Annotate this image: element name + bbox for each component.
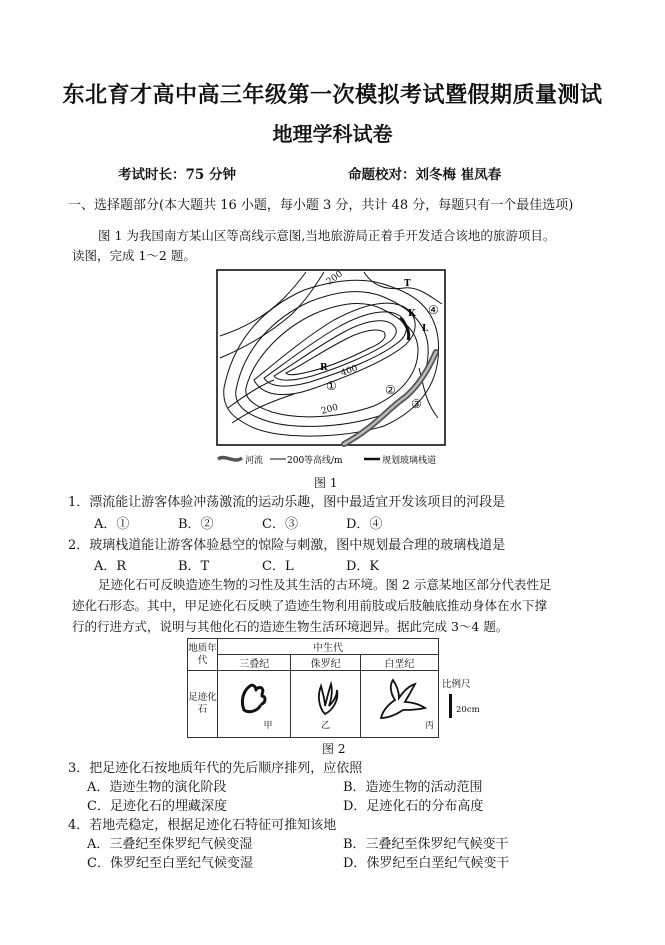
- exam-time: 考试时长：75 分钟: [118, 167, 236, 183]
- point-label-r: R: [320, 363, 328, 373]
- q1-option-d[interactable]: D．④: [346, 517, 383, 532]
- q3-option-d[interactable]: D．足迹化石的分布高度: [343, 799, 484, 814]
- intro1-line2: 读图，完成 1～2 题。: [72, 248, 196, 263]
- q2-option-a[interactable]: A．R: [94, 559, 127, 574]
- contour-label: 200: [320, 402, 340, 417]
- contour-map-figure: [214, 268, 450, 470]
- section-heading: 一、选择题部分(本大题共 16 小题，每小题 3 分，共计 48 分，每题只有一个最佳选项): [68, 198, 574, 213]
- river-section-2: ②: [385, 383, 396, 397]
- q1-option-b[interactable]: B．②: [178, 517, 214, 532]
- period-triassic: 三叠纪: [218, 655, 291, 671]
- period-jurassic: 侏罗纪: [291, 655, 360, 671]
- figure1-caption: 图 1: [314, 476, 338, 490]
- question-1-stem: 1．漂流能让游客体验冲荡激流的运动乐趣，图中最适宜开发该项目的河段是: [68, 495, 506, 510]
- legend-river-symbol: [218, 458, 242, 460]
- q4-option-c[interactable]: C．侏罗纪至白垩纪气候变湿: [87, 856, 253, 871]
- fossil-jia-drawing: [236, 680, 272, 718]
- scale-bar: [449, 694, 452, 718]
- point-label-t: T: [404, 279, 411, 289]
- question-3-stem: 3．把足迹化石按地质年代的先后顺序排列，应依照: [68, 761, 363, 776]
- q3-option-a[interactable]: A．造迹生物的演化阶段: [87, 780, 227, 795]
- q4-option-a[interactable]: A．三叠纪至侏罗纪气候变湿: [87, 837, 253, 852]
- fossil-jia-cell: [218, 671, 291, 738]
- q4-option-d[interactable]: D．侏罗纪至白垩纪气候变干: [343, 856, 510, 871]
- legend-contour-label: 等高线/m: [304, 456, 343, 466]
- contour-label: 400: [339, 363, 360, 379]
- intro2-line2: 迹化石形态。其中，甲足迹化石反映了造迹生物利用前肢或后肢触底推动身体在水下撑: [72, 598, 548, 613]
- legend-contour-value: 200: [287, 456, 305, 466]
- question-4-stem: 4．若地壳稳定，根据足迹化石特征可推知该地: [68, 818, 337, 833]
- q1-option-a[interactable]: A．①: [94, 517, 130, 532]
- fossil-label-bing: 丙: [424, 720, 434, 731]
- river-section-3: ③: [411, 397, 422, 411]
- period-cretaceous: 白垩纪: [360, 655, 438, 671]
- river-section-1: ①: [326, 379, 337, 393]
- intro2-line3: 行的行进方式，说明与其他化石的造迹生物生活环境迥异。据此完成 3～4 题。: [72, 619, 509, 634]
- point-label-k: K: [408, 309, 416, 319]
- figure2-caption: 图 2: [322, 742, 346, 756]
- q2-option-c[interactable]: C．L: [262, 559, 294, 574]
- river-section-4: ④: [428, 303, 439, 317]
- proofreaders: 命题校对：刘冬梅 崔凤春: [348, 167, 502, 183]
- q2-option-d[interactable]: D．K: [346, 559, 380, 574]
- question-2-stem: 2．玻璃栈道能让游客体验悬空的惊险与刺激，图中规划最合理的玻璃栈道是: [68, 538, 506, 553]
- legend-walkway-label: 规划玻璃栈道: [382, 456, 437, 466]
- point-label-l: L: [422, 324, 429, 334]
- fossil-table: [187, 638, 439, 738]
- exam-subtitle: 地理学科试卷: [272, 122, 393, 146]
- q3-option-c[interactable]: C．足迹化石的埋藏深度: [87, 799, 227, 814]
- q3-option-b[interactable]: B．造迹生物的活动范围: [343, 780, 483, 795]
- q4-option-b[interactable]: B．三叠纪至侏罗纪气候变干: [343, 837, 509, 852]
- era-cell: 中生代: [218, 639, 439, 655]
- fossil-label-jia: 甲: [263, 720, 273, 731]
- scale-label: 比例尺: [442, 679, 471, 690]
- intro1-line1: 图 1 为我国南方某山区等高线示意图,当地旅游局正着手开发适合该地的旅游项目。: [98, 228, 556, 243]
- contour-label: 200: [324, 269, 345, 288]
- fossil-yi-drawing: [311, 680, 341, 718]
- intro2-line1: 足迹化石可反映造迹生物的习性及其生活的古环境。图 2 示意某地区部分代表性足: [98, 577, 552, 592]
- row-header-era: 地质年代: [188, 639, 218, 671]
- q2-option-b[interactable]: B．T: [178, 559, 210, 574]
- legend-river-label: 河流: [245, 456, 264, 466]
- fossil-bing-cell: [360, 671, 438, 738]
- row-header-fossil: 足迹化石: [188, 671, 218, 738]
- fossil-yi-cell: [291, 671, 360, 738]
- scale-value: 20cm: [456, 705, 480, 715]
- fossil-label-yi: 乙: [321, 720, 331, 731]
- q1-option-c[interactable]: C．③: [262, 517, 298, 532]
- exam-title: 东北育才高中高三年级第一次模拟考试暨假期质量测试: [62, 82, 603, 108]
